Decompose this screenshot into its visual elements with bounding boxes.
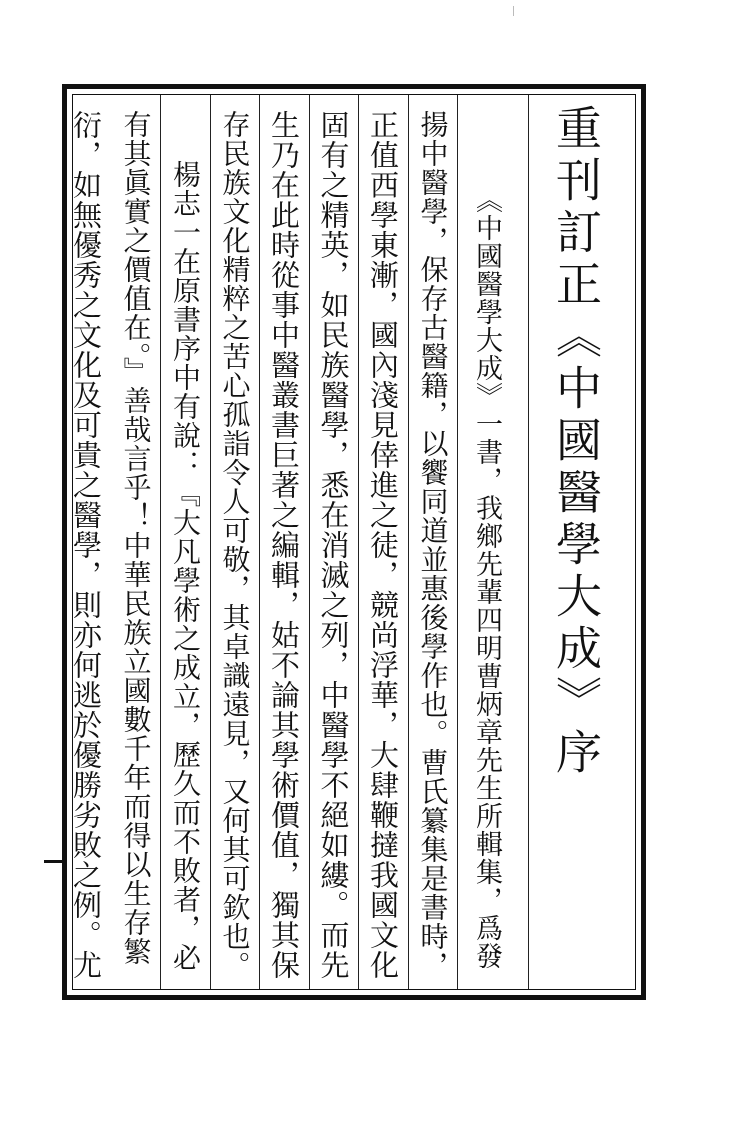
text-column-6: 存民族文化精粹之苦心孤詣令人可敬，其卓識遠見，又何其可欽也。 [218,110,252,980]
column-rule [528,95,529,989]
column-rule [408,95,409,989]
preface-title: 重刊訂正《中國醫學大成》序 [549,104,603,780]
text-column-3: 正值西學東漸，國內淺見倖進之徒，競尚浮華，大肆鞭撻我國文化 [366,110,400,980]
column-rule [259,95,260,989]
text-column-1: 《中國醫學大成》一書，我鄉先輩四明曹炳章先生所輯集，爲發 [471,186,502,970]
column-rule [457,95,458,989]
column-rule [160,95,161,989]
margin-mark [44,860,62,863]
column-rule [309,95,310,989]
text-column-4: 固有之精英，如民族醫學，悉在消滅之列，中醫學不絕如縷。而先 [316,110,351,980]
text-column-5: 生乃在此時從事中醫叢書巨著之編輯，姑不論其學術價值，獨其保 [267,110,301,980]
column-rule [358,95,359,989]
scan-mark [513,6,514,16]
text-column-8: 有其眞實之價值在。』善哉言乎！中華民族立國數千年而得以生存繁 [119,110,153,966]
text-column-7: 楊志一在原書序中有說：『大凡學術之成立，歷久而不敗者，必 [169,160,202,972]
text-column-9: 衍，如無優秀之文化及可貴之醫學，則亦何逃於優勝劣敗之例。尤 [69,110,103,980]
text-column-2: 揚中醫學，保存古醫籍，以饗同道並惠後學作也。曹氏纂集是書時， [416,110,450,980]
column-rule [210,95,211,989]
